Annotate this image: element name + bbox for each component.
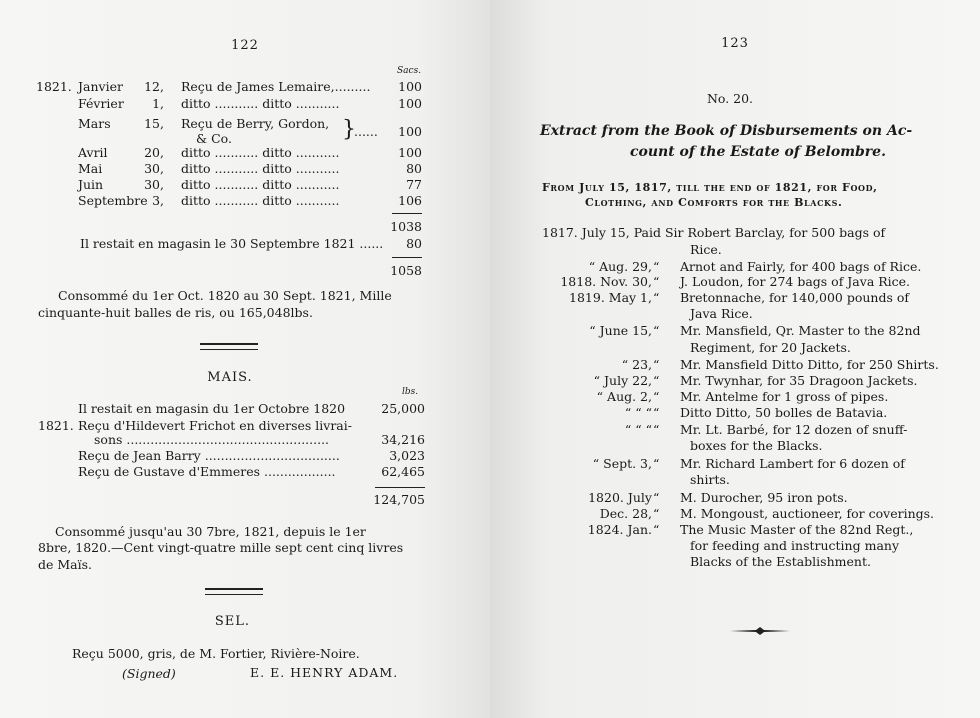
rice-row-year: 1821. xyxy=(36,79,72,94)
sel-text: Reçu 5000, gris, de M. Fortier, Rivière-Noire. xyxy=(72,646,360,661)
entry-date: Dec. 28, xyxy=(599,506,652,521)
rice-row-day: 15, xyxy=(144,116,164,131)
rice-row-value: 77 xyxy=(406,177,422,192)
rice-row-text: ditto ........... ditto ........... xyxy=(181,193,340,208)
rice-row-day: 30, xyxy=(144,177,164,192)
mais-consumed-line3: de Maïs. xyxy=(38,557,93,572)
lbs-header: lbs. xyxy=(402,387,419,397)
rice-row-day: 20, xyxy=(144,145,164,160)
rice-row-month: Juin xyxy=(78,177,104,192)
rice-subtotal: 1038 xyxy=(390,219,422,234)
mais-row-value: 25,000 xyxy=(381,401,425,416)
entry-date: “ Aug. 2, xyxy=(596,389,652,404)
rice-row-day: 3, xyxy=(152,193,164,208)
mais-row-text: sons ................................................... xyxy=(94,432,330,447)
entry-ditto: “ xyxy=(653,456,660,471)
sacs-header: Sacs. xyxy=(397,66,422,76)
entry-cont: boxes for the Blacks. xyxy=(690,438,823,453)
mais-row-text: Reçu de Jean Barry .................................. xyxy=(78,448,340,463)
mais-consumed-line2: 8bre, 1820.—Cent vingt-quatre mille sept cent cinq livres xyxy=(38,540,404,555)
entry-cont: Regiment, for 20 Jackets. xyxy=(690,340,851,355)
entry-text: Mr. Lt. Barbé, for 12 dozen of snuff- xyxy=(680,422,908,437)
right-page xyxy=(490,0,980,718)
page-number: 122 xyxy=(231,38,259,53)
rice-row-day: 1, xyxy=(152,96,164,111)
entry-cont: Blacks of the Establishment. xyxy=(690,554,871,569)
entry-text: Mr. Richard Lambert for 6 dozen of xyxy=(680,456,905,471)
rice-total: 1058 xyxy=(390,263,422,278)
mais-row-text: Il restait en magasin du 1er Octobre 1820 xyxy=(78,401,346,416)
entry-text: M. Durocher, 95 iron pots. xyxy=(680,490,848,505)
entry-ditto: “ xyxy=(653,506,660,521)
mais-consumed-line1: Consommé jusqu'au 30 7bre, 1821, depuis le 1er xyxy=(55,524,366,539)
entry-cont: Rice. xyxy=(690,242,722,257)
entry-text: Bretonnache, for 140,000 pounds of xyxy=(680,290,909,305)
rice-row-value: 80 xyxy=(406,161,422,176)
rice-row-text: ditto ........... ditto ........... xyxy=(181,177,340,192)
entry-date: 1819. May 1, xyxy=(569,290,652,305)
rice-row-text: ditto ........... ditto ........... xyxy=(181,145,340,160)
entry-ditto: “ xyxy=(653,274,660,289)
entry-date: “ July 22, xyxy=(593,373,652,388)
mais-row-prefix: 1821. xyxy=(38,418,74,433)
entry-date: “ June 15, xyxy=(589,323,652,338)
rice-remainder-text: Il restait en magasin le 30 Septembre 1821 ...... xyxy=(80,236,384,251)
entry-ditto: “ xyxy=(653,389,660,404)
rice-row-value: 106 xyxy=(398,193,422,208)
mais-total: 124,705 xyxy=(373,492,425,507)
rice-consumed-line2: cinquante-huit balles de ris, ou 165,048lbs. xyxy=(38,305,313,320)
entry-ditto: “ xyxy=(653,323,660,338)
rice-row-text: ditto ........... ditto ........... xyxy=(181,161,340,176)
entry-text: Ditto Ditto, 50 bolles de Batavia. xyxy=(680,405,888,420)
entry-cont: for feeding and instructing many xyxy=(690,538,900,553)
entry-text: Mr. Antelme for 1 gross of pipes. xyxy=(680,389,889,404)
signed-label: (Signed) xyxy=(122,666,176,681)
entry-ditto: “ xyxy=(653,290,660,305)
from-line1: From July 15, 1817, till the end of 1821, for Food, xyxy=(542,181,878,194)
page-number: 123 xyxy=(721,36,749,51)
mais-heading: MAIS. xyxy=(207,370,253,385)
entry-date: 1824. Jan. xyxy=(587,522,652,537)
sel-heading: SEL. xyxy=(214,614,251,629)
entry-ditto: “ xyxy=(653,422,660,437)
entry-date: “ Sept. 3, xyxy=(592,456,652,471)
entry-ditto: “ xyxy=(653,405,660,420)
rice-consumed-line1: Consommé du 1er Oct. 1820 au 30 Sept. 1821, Mille xyxy=(58,288,392,303)
entry-date: “ Aug. 29, xyxy=(588,259,652,274)
mais-row-value: 3,023 xyxy=(389,448,425,463)
rule xyxy=(375,487,425,488)
entry-date: 1817. July 15, Paid Sir Robert Barclay, for 500 bags of xyxy=(542,225,886,240)
entry-ditto: “ xyxy=(653,373,660,388)
rice-row-month: Septembre xyxy=(78,193,148,208)
rice-row-text: Reçu de James Lemaire,......... xyxy=(181,79,371,94)
entry-text: Arnot and Fairly, for 400 bags of Rice. xyxy=(680,259,922,274)
entry-text: M. Mongoust, auctioneer, for coverings. xyxy=(680,506,935,521)
rice-row-day: 12, xyxy=(144,79,164,94)
entry-ditto: “ xyxy=(653,259,660,274)
entry-cont: shirts. xyxy=(690,472,730,487)
rice-row-value: 100 xyxy=(398,145,422,160)
entry-text: J. Loudon, for 274 bags of Java Rice. xyxy=(680,274,911,289)
rule xyxy=(392,213,422,214)
mais-row-value: 62,465 xyxy=(381,464,425,479)
dot-leader: ...... xyxy=(354,124,378,139)
rice-row-value: 100 xyxy=(398,79,422,94)
entry-ditto: “ xyxy=(653,357,660,372)
entry-text: Mr. Twynhar, for 35 Dragoon Jackets. xyxy=(680,373,918,388)
mais-row-text: Reçu d'Hildevert Frichot en diverses livrai- xyxy=(78,418,352,433)
mais-row-value: 34,216 xyxy=(381,432,425,447)
entry-date: 1820. July xyxy=(588,490,652,505)
extract-line2: count of the Estate of Belombre. xyxy=(630,144,886,160)
rice-row-day: 30, xyxy=(144,161,164,176)
rice-row-month: Avril xyxy=(78,145,108,160)
mais-row-text: Reçu de Gustave d'Emmeres .................. xyxy=(78,464,336,479)
entry-text: Mr. Mansfield Ditto Ditto, for 250 Shirts. xyxy=(680,357,939,372)
rice-row-month: Janvier xyxy=(78,79,123,94)
entry-date: “ “ “ xyxy=(624,405,652,420)
rice-row-value: 100 xyxy=(398,124,422,139)
rice-row-month: Février xyxy=(78,96,124,111)
rule xyxy=(392,257,422,258)
section-divider xyxy=(200,343,258,350)
rice-row-month: Mars xyxy=(78,116,111,131)
entry-ditto: “ xyxy=(653,522,660,537)
entry-date: 1818. Nov. 30, xyxy=(560,274,652,289)
rice-row-month: Mai xyxy=(78,161,103,176)
section-divider xyxy=(205,588,263,595)
rice-row-text: ditto ........... ditto ........... xyxy=(181,96,340,111)
entry-cont: Java Rice. xyxy=(690,306,753,321)
rice-row-text: Reçu de Berry, Gordon, xyxy=(181,116,330,131)
ornament xyxy=(730,623,790,631)
rice-remainder-value: 80 xyxy=(406,236,422,251)
entry-ditto: “ xyxy=(653,490,660,505)
ornament-icon xyxy=(730,627,790,635)
entry-date: “ 23, xyxy=(621,357,652,372)
rice-row-value: 100 xyxy=(398,96,422,111)
entry-text: Mr. Mansfield, Qr. Master to the 82nd xyxy=(680,323,921,338)
entry-text: The Music Master of the 82nd Regt., xyxy=(680,522,914,537)
rice-row-text2: & Co. xyxy=(196,131,232,146)
number-heading: No. 20. xyxy=(706,91,754,106)
entry-date: “ “ “ xyxy=(624,422,652,437)
signature: E. E. HENRY ADAM. xyxy=(250,665,399,680)
extract-line1: Extract from the Book of Disbursements on Ac- xyxy=(540,123,913,139)
from-line2: Clothing, and Comforts for the Blacks. xyxy=(585,196,843,209)
brace-icon: } xyxy=(342,117,356,142)
